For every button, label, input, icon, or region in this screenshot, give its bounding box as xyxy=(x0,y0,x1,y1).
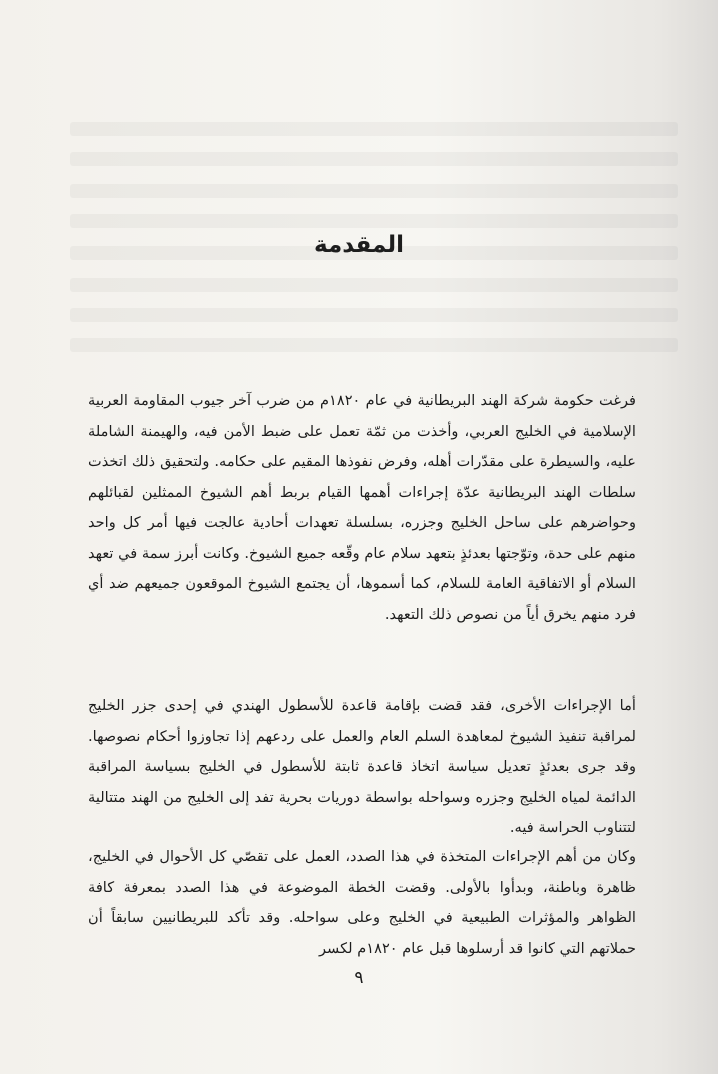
bleed-through-line xyxy=(70,308,678,322)
bleed-through-line xyxy=(70,184,678,198)
bleed-through-line xyxy=(70,152,678,166)
paragraph-1: فرغت حكومة شركة الهند البريطانية في عام ١٨٢٠م من ضرب آخر جيوب المقاومة العربية الإسلامية في الخليج العربي، وأخذت من ثمّة تعمل على ضبط الأمن فيه، والهيمنة الشاملة عليه، والسيطرة على مقدّرات أهله، وفرض نفوذها المقيم على حكامه. ولتحقيق ذلك اتخذت سلطات الهند البريطانية عدّة إجراءات أهمها القيام بربط أهم الشيوخ الممثلين لقبائلهم وحواضرهم على ساحل الخليج وجزره، بسلسلة تعهدات أحادية عالجت فيها أمر كل واحد منهم على حدة، وتوّجتها بعدئذٍ بتعهد سلام عام وقّعه جميع الشيوخ. وكانت أبرز سمة في تعهد السلام أو الاتفاقية العامة للسلام، كما أسموها، أن يجتمع الشيوخ الموقعون جميعهم ضد أي فرد منهم يخرق أياً من نصوص ذلك التعهد. xyxy=(88,392,637,623)
bleed-through-line xyxy=(70,278,678,292)
bleed-through-line xyxy=(70,338,678,352)
paragraph-2: أما الإجراءات الأخرى، فقد قضت بإقامة قاعدة للأسطول الهندي في إحدى جزر الخليج لمراقبة تنفيذ الشيوخ لمعاهدة السلم العام والعمل على ردعهم إذا تجاوزوا أحكام نصوصها. وقد جرى بعدئذٍ تعديل سياسة اتخاذ قاعدة ثابتة للأسطول في الخليج بسياسة المراقبة الدائمة لمياه الخليج وجزره وسواحله بواسطة دوريات بحرية تفد إلى الخليج من الهند متتالية لتتناوب الحراسة فيه. xyxy=(88,697,636,836)
bleed-through-line xyxy=(70,214,678,228)
paragraph-3: وكان من أهم الإجراءات المتخذة في هذا الصدد، العمل على تقصّي كل الأحوال في الخليج، ظاهرة وباطنة، وبدأوا بالأولى. وقضت الخطة الموضوعة في هذا الصدد بمعرفة كافة الظواهر والمؤثرات الطبيعية في الخليج وعلى سواحله. وقد تأكد للبريطانيين سابقاً أن حملاتهم التي كانوا قد أرسلوها قبل عام ١٨٢٠م لكسر xyxy=(88,848,636,957)
page-heading: المقدمة xyxy=(314,232,404,258)
page-number: ٩ xyxy=(354,968,364,988)
bleed-through-line xyxy=(70,122,678,136)
